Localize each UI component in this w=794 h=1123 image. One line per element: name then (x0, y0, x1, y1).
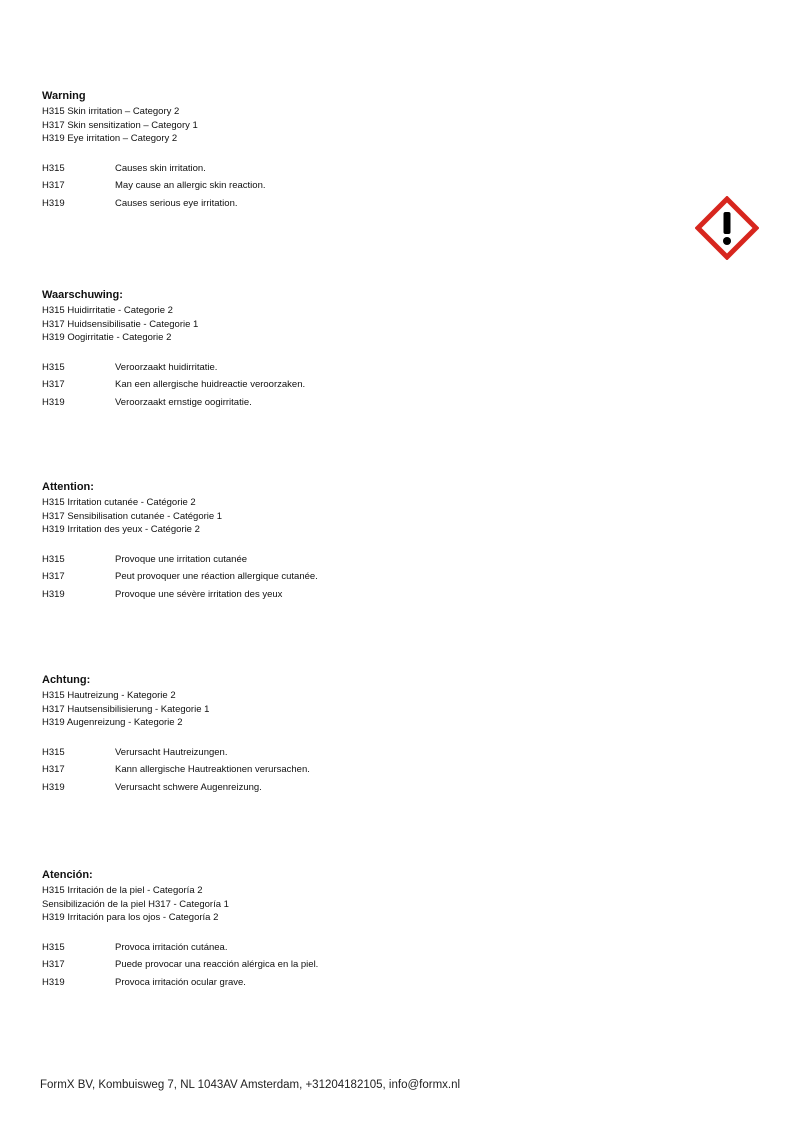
hazard-statement (42, 568, 682, 586)
statement-code: H315 (42, 746, 65, 758)
hazard-statement-list (42, 359, 682, 412)
statement-code: H317 (42, 379, 65, 390)
hazard-section-fr (42, 480, 682, 603)
statement-text: Verursacht Hautreizungen. (115, 746, 228, 758)
statement-text: Veroorzaakt huidirritatie. (115, 361, 218, 373)
statement-text: Kan een allergische huidreactie veroorzaken. (115, 379, 306, 390)
hazard-category: H317 Sensibilisation cutanée - Catégorie 1 (42, 510, 223, 522)
hazard-section-en (42, 89, 682, 212)
hazard-statement (42, 779, 682, 797)
hazard-statement (42, 177, 682, 195)
hazard-category: H317 Skin sensitization – Category 1 (42, 119, 198, 131)
hazard-section-de (42, 673, 682, 796)
hazard-statement (42, 160, 682, 178)
hazard-statement (42, 195, 682, 213)
statement-text: Verursacht schwere Augenreizung. (115, 781, 262, 793)
statement-code: H315 (42, 941, 65, 953)
hazard-section-es (42, 868, 682, 991)
ghs07-exclamation-mark-icon (695, 196, 759, 260)
section-heading: Attention: (42, 481, 94, 493)
hazard-statement (42, 956, 682, 974)
hazard-category-list (42, 689, 682, 730)
hazard-statement (42, 394, 682, 412)
hazard-category-list (42, 496, 682, 537)
hazard-statement-list (42, 160, 682, 213)
statement-text: Veroorzaakt ernstige oogirritatie. (115, 396, 252, 408)
hazard-category: H315 Huidirritatie - Categorie 2 (42, 305, 173, 316)
hazard-category: Sensibilización de la piel H317 - Categoría 1 (42, 898, 229, 910)
section-heading: Atención: (42, 869, 93, 881)
statement-code: H315 (42, 361, 65, 373)
hazard-statement-list (42, 939, 682, 992)
hazard-category: H317 Hautsensibilisierung - Kategorie 1 (42, 703, 210, 715)
hazard-statement (42, 974, 682, 992)
statement-code: H319 (42, 197, 65, 209)
company-footer: FormX BV, Kombuisweg 7, NL 1043AV Amsterdam, +31204182105, info@formx.nl (40, 1079, 461, 1091)
hazard-statement-list (42, 744, 682, 797)
section-heading: Achtung: (42, 674, 91, 686)
hazard-category: H317 Huidsensibilisatie - Categorie 1 (42, 318, 199, 330)
hazard-category: H315 Hautreizung - Kategorie 2 (42, 690, 176, 701)
statement-code: H319 (42, 781, 65, 793)
hazard-statement (42, 939, 682, 957)
ghs-exclamation-pictogram (695, 196, 759, 260)
statement-code: H319 (42, 396, 65, 408)
hazard-statement (42, 586, 682, 604)
statement-text: Provoca irritación cutánea. (115, 941, 228, 953)
hazard-statement-list (42, 551, 682, 604)
hazard-section-nl (42, 288, 682, 411)
hazard-statement (42, 376, 682, 394)
statement-code: H319 (42, 976, 65, 988)
hazard-statement (42, 359, 682, 377)
statement-code: H315 (42, 162, 65, 174)
hazard-statement (42, 744, 682, 762)
hazard-statement (42, 551, 682, 569)
hazard-category-list (42, 304, 682, 345)
hazard-category: H319 Eye irritation – Category 2 (42, 133, 178, 144)
statement-text: Puede provocar una reacción alérgica en la piel. (115, 959, 319, 970)
hazard-category: H315 Irritación de la piel - Categoría 2 (42, 885, 203, 896)
statement-code: H315 (42, 553, 65, 565)
hazard-category: H319 Irritation des yeux - Catégorie 2 (42, 524, 200, 535)
hazard-statement (42, 761, 682, 779)
hazard-category-list (42, 105, 682, 146)
hazard-category: H319 Irritación para los ojos - Categoría 2 (42, 912, 219, 923)
hazard-category: H315 Irritation cutanée - Catégorie 2 (42, 497, 196, 508)
statement-text: Peut provoquer une réaction allergique cutanée. (115, 571, 318, 582)
statement-code: H317 (42, 571, 65, 582)
statement-text: Provoque une irritation cutanée (115, 553, 248, 565)
hazard-category: H315 Skin irritation – Category 2 (42, 106, 180, 117)
statement-text: Provoca irritación ocular grave. (115, 976, 246, 988)
statement-text: May cause an allergic skin reaction. (115, 180, 266, 191)
statement-text: Kann allergische Hautreaktionen verursachen. (115, 764, 310, 775)
statement-code: H317 (42, 764, 65, 775)
hazard-category: H319 Augenreizung - Kategorie 2 (42, 717, 183, 728)
statement-text: Causes serious eye irritation. (115, 197, 238, 209)
statement-code: H317 (42, 959, 65, 970)
section-heading: Warning (42, 90, 86, 102)
section-heading: Waarschuwing: (42, 289, 123, 301)
statement-text: Causes skin irritation. (115, 162, 206, 174)
hazard-category: H319 Oogirritatie - Categorie 2 (42, 332, 172, 343)
statement-code: H317 (42, 180, 65, 191)
statement-code: H319 (42, 588, 65, 600)
hazard-category-list (42, 884, 682, 925)
statement-text: Provoque une sévère irritation des yeux (115, 588, 283, 600)
